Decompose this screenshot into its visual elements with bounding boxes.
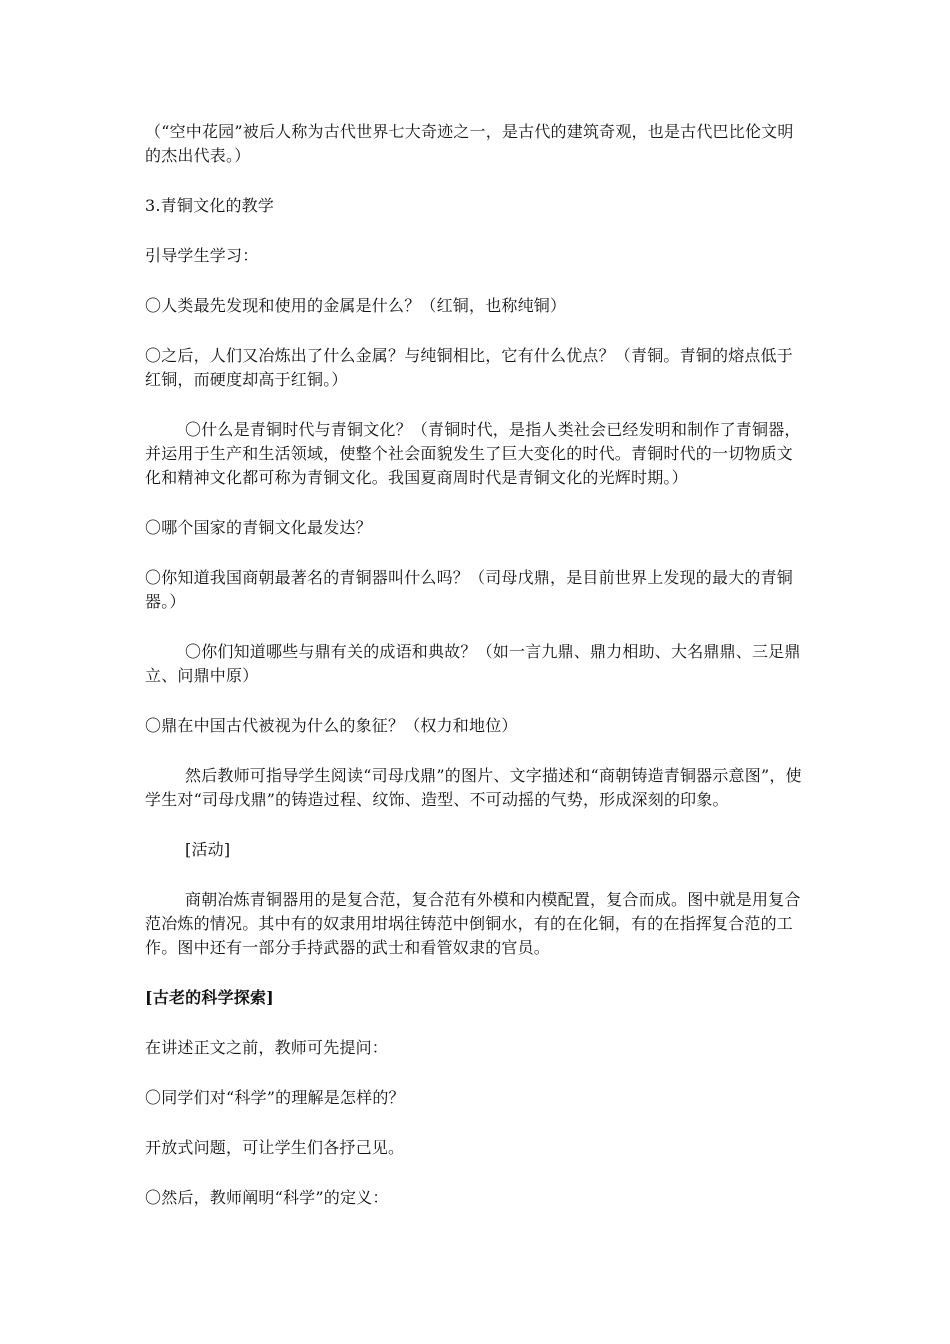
question-science-understanding: 〇同学们对“科学”的理解是怎样的？ — [145, 1088, 405, 1107]
paragraph-guide-students: 引导学生学习： — [145, 246, 259, 265]
question-ding-idioms: 〇你们知道哪些与鼎有关的成语和典故？（如一言九鼎、鼎力相助、大名鼎鼎、三足鼎立、问鼎中原） — [145, 642, 801, 685]
paragraph-activity-description: 商朝冶炼青铜器用的是复合范，复合范有外模和内模配置，复合而成。图中就是用复合范冶炼的情况。其中有的奴隶用坩埚往铸范中倒铜水，有的在化铜，有的在指挥复合范的工作。图中还有一部分手持武器的武士和看管奴隶的官员。 — [145, 890, 801, 957]
activity-label: [活动] — [185, 840, 231, 859]
paragraph-open-question: 开放式问题，可让学生们各抒己见。 — [145, 1138, 405, 1157]
paragraph-before-lecture: 在讲述正文之前，教师可先提问： — [145, 1038, 389, 1057]
paragraph-hanging-gardens-note: （“空中花园”被后人称为古代世界七大奇迹之一，是古代的建筑奇观，也是古代巴比伦文明的杰出代表。） — [145, 122, 794, 165]
question-famous-bronze: 〇你知道我国商朝最著名的青铜器叫什么吗？（司母戊鼎，是目前世界上发现的最大的青铜器。） — [145, 568, 794, 611]
question-bronze-age: 〇什么是青铜时代与青铜文化？（青铜时代，是指人类社会已经发明和制作了青铜器，并运用于生产和生活领域，使整个社会面貌发生了巨大变化的时代。青铜时代的一切物质文化和精神文化都可称为青铜文化。我国夏商周时代是青铜文化的光辉时期。） — [145, 420, 801, 487]
question-first-metal: 〇人类最先发现和使用的金属是什么？（红铜，也称纯铜） — [145, 296, 567, 315]
section-heading-ancient-science: [古老的科学探索] — [145, 988, 274, 1007]
question-bronze-advantage: 〇之后，人们又冶炼出了什么金属？与纯铜相比，它有什么优点？（青铜。青铜的熔点低于红铜，而硬度却高于红铜。） — [145, 346, 794, 389]
question-most-developed-country: 〇哪个国家的青铜文化最发达？ — [145, 518, 372, 537]
paragraph-teacher-guidance: 然后教师可指导学生阅读“司母戊鼎”的图片、文字描述和“商朝铸造青铜器示意图”，使学生对“司母戊鼎”的铸造过程、纹饰、造型、不可动摇的气势，形成深刻的印象。 — [145, 766, 802, 809]
section-heading-bronze-culture: 3.青铜文化的教学 — [145, 196, 275, 215]
paragraph-science-definition: 〇然后，教师阐明“科学”的定义： — [145, 1188, 389, 1207]
document-page — [145, 120, 807, 1236]
question-ding-symbol: 〇鼎在中国古代被视为什么的象征？（权力和地位） — [145, 716, 518, 735]
